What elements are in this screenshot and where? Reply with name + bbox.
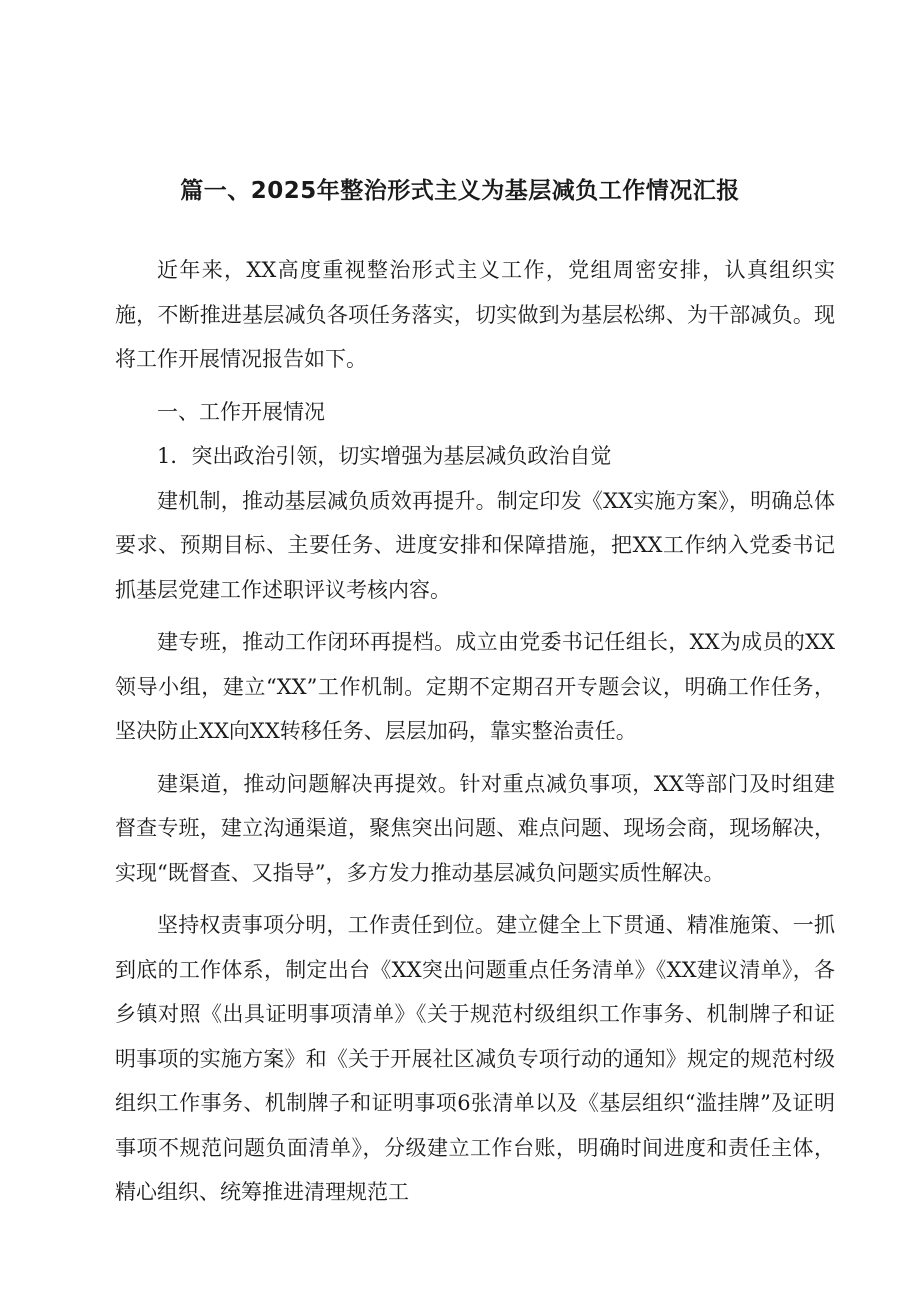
document-title: 篇一、2025年整治形式主义为基层减负工作情况汇报 xyxy=(180,178,740,205)
body-paragraph: 建渠道，推动问题解决再提效。针对重点减负事项，XX等部门及时组建督查专班，建立沟通渠道，聚焦突出问题、难点问题、现场会商，现场解决，实现“既督查、又指导”，多方发力推动基层减负问题实质性解决。 xyxy=(115,771,835,885)
intro-paragraph: 近年来，XX高度重视整治形式主义工作，党组周密安排，认真组织实施，不断推进基层减负各项任务落实，切实做到为基层松绑、为干部减负。现将工作开展情况报告如下。 xyxy=(115,258,835,371)
body-paragraph: 坚持权责事项分明，工作责任到位。建立健全上下贯通、精准施策、一抓到底的工作体系，制定出台《XX突出问题重点任务清单》《XX建议清单》，各乡镇对照《出具证明事项清单》《关于规范村级组织工作事务、机制牌子和证明事项的实施方案》和《关于开展社区减负专项行动的通知》规定的规范村级组织工作事务、机制牌子和证明事项6张清单以及《基层组织“滥挂牌”及证明事项不规范问题负面清单》，分级建立工作台账，明确时间进度和责任主体，精心组织、统筹推进清理规范工 xyxy=(115,913,835,1204)
subsection-heading: 1．突出政治引领，切实增强为基层减负政治自觉 xyxy=(157,444,612,468)
body-paragraph: 建专班，推动工作闭环再提档。成立由党委书记任组长，XX为成员的XX领导小组，建立“XX”工作机制。定期不定期召开专题会议，明确工作任务，坚决防止XX向XX转移任务、层层加码，靠实整治责任。 xyxy=(115,630,835,743)
body-paragraph: 建机制，推动基层减负质效再提升。制定印发《XX实施方案》，明确总体要求、预期目标、主要任务、进度安排和保障措施，把XX工作纳入党委书记抓基层党建工作述职评议考核内容。 xyxy=(115,488,835,602)
document-body xyxy=(115,248,835,1223)
section-heading: 一、工作开展情况 xyxy=(157,399,325,424)
